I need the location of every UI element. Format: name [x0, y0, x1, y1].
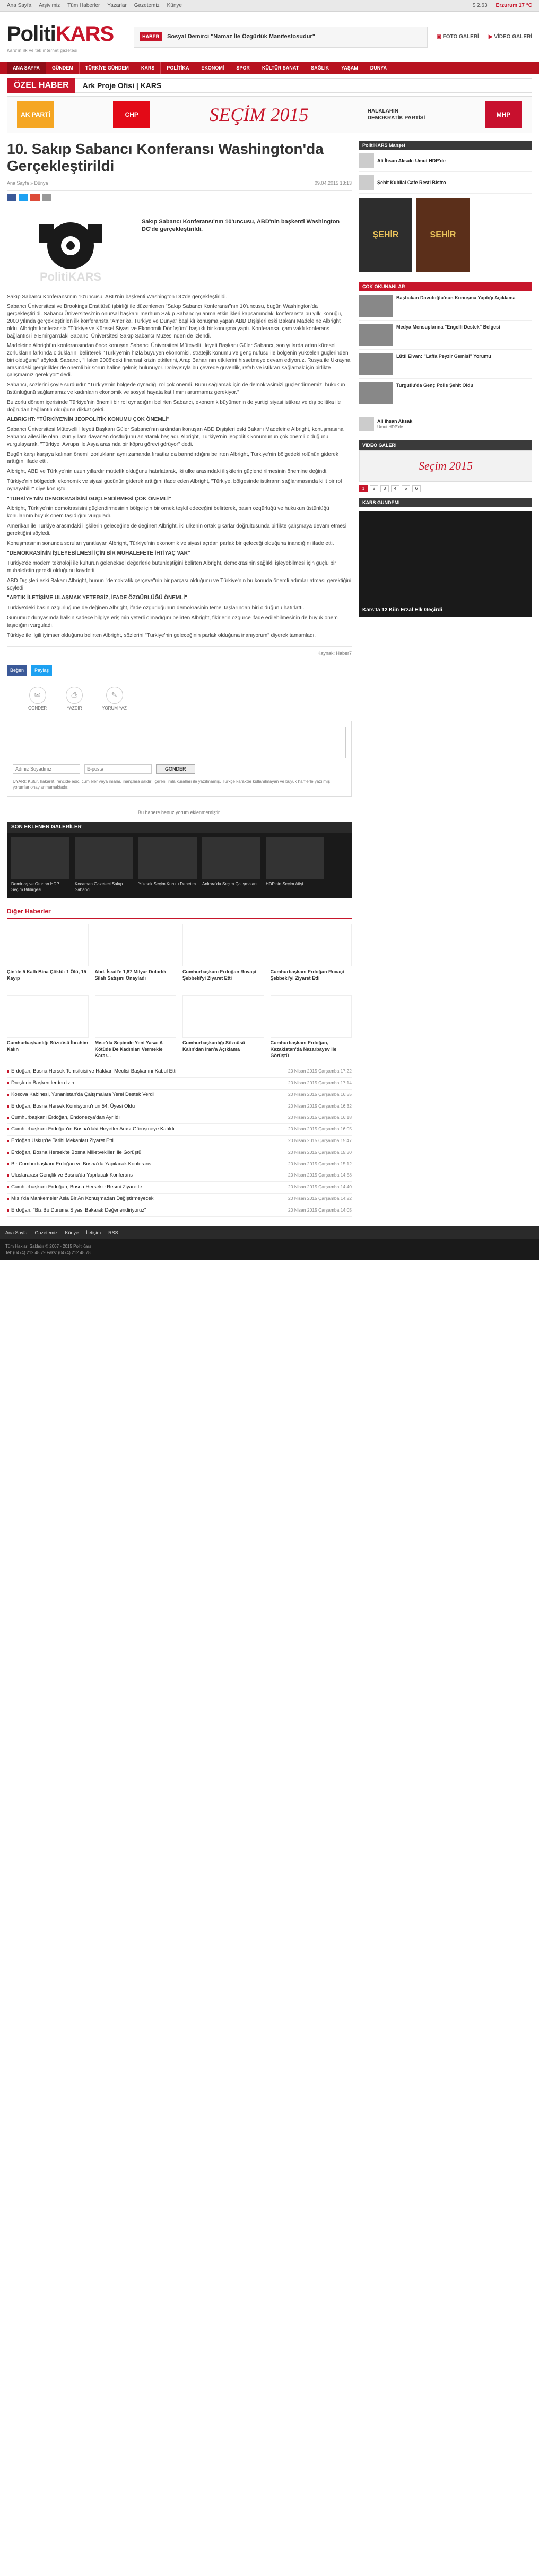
pager-button[interactable]: 1 [359, 485, 368, 492]
sidebar-author-name: Şehit Kubilai Cafe Resti Bistro [377, 179, 446, 185]
list-item[interactable] [7, 1136, 352, 1147]
news-card[interactable] [271, 995, 352, 1060]
video-gallery-link[interactable] [489, 33, 532, 41]
news-card-title: Cumhurbaşkanlığı Sözcüsü Kalın'dan İran'a Açıklama [182, 1040, 246, 1052]
article-body [7, 293, 352, 639]
nav-item[interactable]: SAĞLIK [305, 62, 335, 74]
print-label: YAZDIR [66, 705, 82, 711]
news-card-title: Cumhurbaşkanı Erdoğan Rovaçi Şebbeki'yi Ziyaret Etti [270, 969, 344, 981]
sidebar-author-name: Ali İhsan Aksak: Umut HDP'de [377, 158, 446, 163]
author-box[interactable] [359, 413, 532, 435]
news-card-title: Cumhurbaşkanı Erdoğan, Kazakistan'da Nazarbayev ile Görüştü [270, 1040, 337, 1059]
sidebar-author[interactable] [359, 150, 532, 172]
top-link[interactable]: Gazetemiz [134, 3, 160, 9]
logo-main: Politi [7, 22, 56, 46]
footer-link[interactable]: RSS [108, 1230, 118, 1235]
email-input[interactable] [84, 764, 152, 774]
most-read-thumb [359, 353, 393, 375]
footer-link[interactable]: İletişim [86, 1230, 101, 1235]
avatar [359, 175, 374, 190]
list-item[interactable] [7, 1078, 352, 1090]
article-paragraph: Türkiye'de modern teknoloji ile kültürün geleneksel değerlerle bütünleştiğini belirten Albright, demokrasinin sağlıklı işleyebilmesi için güçlü bir muhalefetin gerekli olduğunu kaydetti. [7, 560, 336, 574]
article-paragraph: Türkiye'nin bölgedeki ekonomik ve siyasi gücünün giderek arttığını ifade eden Albright, "Türkiye, bölgesinde istikrarın sağlanmasında kilit bir rol oynayabilir" diye konuştu. [7, 479, 342, 492]
article-paragraph: Sabancı, sözlerini şöyle sürdürdü: "Türkiye'nin bölgede oynadığı rol çok önemli. Bunu sağlamak için de demokrasimizi güçlendirmemiz, hukukun üstünlüğünü sağlamamız ve kadınların ekonomik ve sosyal hayata katılımını artırmamız gerekiyor." [7, 382, 345, 396]
hdp-logo-text: HALKLARIN DEMOKRATİK PARTİSİ [367, 108, 425, 121]
article-source-row [7, 646, 352, 656]
mhp-logo: MHP [485, 101, 522, 128]
news-card-image [271, 995, 352, 1038]
gallery-caption: Ankara'da Seçim Çalışmaları [202, 881, 257, 886]
source-name[interactable]: Haber7 [336, 651, 352, 656]
article-photo [7, 209, 134, 288]
article-paragraph: Albright, Türkiye'nin demokrasisini güçlendirmesinin bölge için bir örnek teşkil edeceğini belirterek, basın özgürlüğü ve hukukun üstünlüğü konularının büyük önem taşıdığını vurguladı. [7, 506, 329, 520]
logo-accent: KARS [55, 22, 114, 46]
nav-item[interactable]: YAŞAM [335, 62, 364, 74]
comment-tool[interactable] [102, 687, 127, 712]
list-item[interactable] [7, 1112, 352, 1124]
article-paragraph: Günümüz dünyasında halkın sadece bilgiye erişimin yeterli olmadığını belirten Albright, fikirlerin özgürce ifade edilebilmesinin de büyük önem taşıdığını vurguladı. [7, 615, 338, 628]
source-label: Kaynak: [317, 651, 335, 656]
most-read-thumb [359, 382, 393, 404]
photo-gallery-link[interactable] [436, 33, 479, 41]
comment-submit-button[interactable]: GÖNDER [156, 764, 195, 774]
list-item-title: Erdoğan, Bosna Hersek Komisyonu'nun 54. Üyesi Oldu [11, 1103, 135, 1109]
send-tool[interactable] [28, 687, 47, 712]
facebook-icon[interactable] [7, 194, 16, 201]
list-item-title: Uluslararası Gençlik ve Bosna'da Yapılacak Konferans [11, 1172, 133, 1179]
list-item[interactable] [7, 1147, 352, 1159]
share-button[interactable]: Paylaş [31, 665, 52, 675]
list-item-title: Kosova Kabinesi, Yunanistan'da Çalışmalara Yerel Destek Verdi [11, 1091, 154, 1097]
list-item-date: 20 Nisan 2015 Çarşamba 14:22 [288, 1196, 352, 1201]
svg-text:PolitiKARS: PolitiKARS [39, 270, 102, 283]
list-item-title: Cumhurbaşkanı Erdoğan'ın Bosna'daki Heyetler Arası Görüşmeye Katıldı [11, 1126, 175, 1133]
article [7, 141, 352, 1217]
sidebar-author[interactable] [359, 172, 532, 194]
news-card[interactable] [95, 995, 177, 1060]
book-cover-1[interactable]: ŞEHİR [359, 198, 412, 272]
list-item-title: Bir Cumhurbaşkanı Erdoğan ve Bosna'da Yapılacak Konferans [11, 1161, 151, 1167]
gallery-strip [7, 833, 352, 898]
list-item[interactable] [7, 1090, 352, 1101]
author-name: Ali İhsan Aksak [377, 418, 413, 424]
sidebar [359, 141, 532, 1217]
article-paragraph: Bugün karşı karşıya kalınan önemli zorlukların aynı zamanda fırsatlar da barındırdığını belirten Albright, Türkiye'nin bölgedeki rolünün giderek arttığını ifade etti. [7, 451, 338, 465]
gallery-thumb [266, 837, 324, 879]
nav-item[interactable]: ANA SAYFA [7, 62, 46, 74]
most-read-title: ÇOK OKUNANLAR [359, 282, 532, 291]
play-icon: ▶ [488, 33, 493, 40]
sidebar-authors-title: PolitiKARS Manşet [359, 141, 532, 150]
news-card-title: Cumhurbaşkanı Erdoğan Rovaçi Şebbeki'yi Ziyaret Etti [182, 969, 257, 981]
headline-text[interactable]: Sosyal Demirci "Namaz İle Özgürlük Manifestosudur" [167, 33, 315, 40]
article-paragraph: Bu zorlu dönem içerisinde Türkiye'nin önemli bir rol oynadığını belirten Sabancı, ekonomik büyümenin de yurtiçi siyasi istikrar ve dış politika ile doğrudan bağlantılı olduğuna dikkat çekti. [7, 399, 341, 413]
list-item-title: Dreşlerin Başkentlerden İzin [11, 1079, 74, 1086]
gallery-caption: Kocaman Gazeteci Sakıp Sabancı [75, 881, 123, 892]
video-gallery-title: VİDEO GALERİ [359, 440, 532, 450]
news-card-title: Abd, İsrail'e 1,87 Milyar Dolarlık Silah Satışını Onayladı [94, 969, 167, 981]
list-item-date: 20 Nisan 2015 Çarşamba 15:30 [288, 1149, 352, 1155]
other-news-grid [7, 924, 352, 1060]
election-banner[interactable] [7, 96, 532, 133]
list-item-date: 20 Nisan 2015 Çarşamba 17:14 [288, 1079, 352, 1085]
gallery-caption: Demirtaş ve Oturtan HDP Seçim Bildirgesi [11, 881, 59, 892]
avatar [359, 417, 374, 431]
list-item[interactable] [7, 1194, 352, 1205]
list-item-date: 20 Nisan 2015 Çarşamba 15:47 [288, 1137, 352, 1143]
article-paragraph: Amerikan ile Türkiye arasındaki ilişkilerin geleceğine de değinen Albright, iki ülkenin ortak çıkarlar doğrultusunda birlikte çalışmaya devam etmesi gerektiğini söyledi. [7, 523, 347, 537]
comment-textarea[interactable] [13, 727, 346, 758]
top-links [7, 2, 182, 10]
contact: Tel: (0474) 212 48 79 Faks: (0474) 212 48 78 [5, 1250, 91, 1255]
breaking-item[interactable]: Ark Proje Ofisi | KARS [82, 81, 162, 90]
name-input[interactable] [13, 764, 80, 774]
news-card[interactable] [7, 995, 89, 1060]
photo-gallery-label: FOTO GALERİ [442, 33, 479, 40]
nav-item[interactable]: DÜNYA [364, 62, 393, 74]
most-read-item[interactable] [359, 379, 532, 408]
top-link[interactable]: Tüm Haberler [67, 3, 100, 9]
news-card-title: Çin'de 5 Katlı Bina Çöktü: 1 Ölü, 15 Kayıp [7, 969, 86, 981]
top-link[interactable]: Yazarlar [107, 3, 127, 9]
article-lead: Sakıp Sabancı Konferansı'nın 10'uncusu, ABD'nin başkenti Washington DC'de gerçekleştirildi. [142, 218, 340, 233]
gallery-caption: HDP'nin Seçim Afişi [266, 881, 303, 886]
list-item[interactable] [7, 1159, 352, 1171]
list-item-date: 20 Nisan 2015 Çarşamba 16:05 [288, 1126, 352, 1132]
most-read-item[interactable] [359, 321, 532, 350]
news-card-image [182, 924, 264, 966]
article-paragraph: Sabancı Üniversitesi ve Brookings Enstitüsü işbirliği ile düzenlenen "Sakıp Sabancı Konferansı"nın 10'uncusu, bugün Washington'da gerçekleştirildi. Sabancı Üniversitesi'nin onursal başkanı merhum Sakıp Sabancı'yı anma etkinlikleri kapsamındaki konferansta bu yılki konuğu, 2000 yılında gerçekleştirilen ilk konferansta "Amerika, Türkiye ve Dünya" başlıklı konuşma yapan ABD Dışişleri eski Bakanı Madeleine Albright oldu. Albright konferansta "Türkiye ve Küresel Siyasi ve Ekonomik Dönüşüm" başlıklı bir konuşma yaptı. Konferansa, çam vakfı konferans bağlantısı ile Emirgan'daki Sabancı Üniversitesi Sakıp Sabancı Müzesi'nden de izlendi. [7, 304, 342, 339]
gallery-item[interactable] [75, 837, 133, 894]
main-nav [0, 62, 539, 74]
envelope-icon: ✉ [29, 687, 46, 704]
most-read-thumb [359, 295, 393, 317]
camera-icon: ▣ [436, 33, 441, 40]
news-card-image [271, 924, 352, 966]
footer [0, 1226, 539, 1260]
copyright: Tüm Hakları Saklıdır © 2007 - 2015 PolitiKars [5, 1243, 91, 1249]
list-item[interactable] [7, 1182, 352, 1194]
share-icons [7, 194, 352, 201]
pager-button[interactable]: 4 [391, 485, 399, 492]
pager-button[interactable]: 6 [412, 485, 421, 492]
gallery-item[interactable] [138, 837, 197, 894]
feature-caption: Kars'ta 12 Kiin Erzal Elk Geçirdi [362, 607, 442, 613]
list-item[interactable] [7, 1066, 352, 1078]
article-paragraph: Türkiye ile ilgili iyimser olduğunu belirten Albright, sözlerini "Türkiye'nin geleceğinin parlak olduğuna inanıyorum" diyerek tamamladı. [7, 632, 316, 638]
comment-label: YORUM YAZ [102, 705, 127, 711]
printer-icon: ⎙ [66, 687, 83, 704]
send-label: GÖNDER [28, 705, 47, 711]
top-link[interactable]: Künye [167, 3, 182, 9]
footer-link[interactable]: Künye [65, 1230, 79, 1235]
most-read-title: Medya Mensuplarına "Engelli Destek" Belgesi [396, 324, 500, 330]
gallery-caption: Yüksek Seçim Kurulu Denetim [138, 881, 196, 886]
gallery-item[interactable] [11, 837, 69, 894]
breaking-label: ÖZEL HABER [7, 78, 75, 93]
secim-video-thumb[interactable]: Seçim 2015 [359, 450, 532, 482]
nav-item[interactable]: POLİTİKA [161, 62, 195, 74]
headline-tag: HABER [140, 32, 162, 41]
news-card-title: Cumhurbaşkanlığı Sözcüsü İbrahim Kalın [7, 1040, 89, 1052]
most-read-item[interactable] [359, 291, 532, 321]
article-paragraph: "ARTIK İLETİŞİME ULAŞMAK YETERSİZ, İFADE ÖZGÜRLÜĞÜ ÖNEMLİ" [7, 595, 187, 601]
article-paragraph: Albright, ABD ve Türkiye'nin uzun yıllardır müttefik olduğunu hatırlatarak, iki ülke arasındaki ilişkilerin güçlendirilmesinin önemine değindi. [7, 469, 328, 475]
logo[interactable] [7, 20, 114, 54]
nav-item[interactable]: EKONOMİ [195, 62, 230, 74]
kars-agenda-title: KARS GÜNDEMİ [359, 498, 532, 507]
article-title: 10. Sakıp Sabancı Konferansı Washington'da Gerçekleştirildi [7, 141, 324, 175]
list-item-date: 20 Nisan 2015 Çarşamba 16:55 [288, 1091, 352, 1097]
pager-button[interactable]: 2 [370, 485, 378, 492]
comment-warning: UYARI: Küfür, hakaret, rencide edici cümleler veya imalar, inançlara saldırı içeren, imla kuralları ile yazılmamış, Türkçe karakter kullanılmayan ve büyük harflerle yazılmış yorumlar onaylanmamaktadır. [13, 779, 331, 790]
breaking-news-bar [7, 78, 532, 93]
gallery-item[interactable] [266, 837, 324, 894]
no-comment-text: Bu habere henüz yorum eklenmemiştir. [137, 809, 221, 815]
most-read-item[interactable] [359, 350, 532, 379]
politikars-watermark-icon [7, 209, 134, 288]
news-card[interactable] [271, 924, 352, 989]
video-gallery-label: VİDEO GALERİ [494, 33, 532, 40]
article-paragraph: Sakıp Sabancı Konferansı'nın 10'uncusu, ABD'nin başkenti Washington DC'de gerçekleştirildi. [7, 293, 228, 300]
print-icon[interactable] [42, 194, 51, 201]
gallery-title: SON EKLENEN GALERİLER [7, 822, 352, 833]
print-tool[interactable] [66, 687, 83, 712]
news-card[interactable] [182, 995, 264, 1060]
nav-item[interactable]: GÜNDEM [46, 62, 80, 74]
other-news-list [7, 1066, 352, 1217]
comment-icon: ✎ [106, 687, 123, 704]
list-item-date: 20 Nisan 2015 Çarşamba 16:18 [288, 1114, 352, 1120]
news-card-image [7, 924, 89, 966]
chp-logo: CHP [113, 101, 150, 128]
other-news-title: Diğer Haberler [7, 907, 352, 919]
akp-logo: AK PARTİ [17, 101, 54, 128]
list-item[interactable] [7, 1124, 352, 1136]
gallery-thumb [202, 837, 260, 879]
article-actions [7, 664, 352, 677]
list-item[interactable] [7, 1101, 352, 1113]
feature-image[interactable] [359, 511, 532, 617]
currency: $ 2.63 [472, 3, 488, 9]
gallery-thumb [11, 837, 69, 879]
most-read-thumb [359, 324, 393, 346]
weather: Erzurum 17 °C [495, 3, 532, 9]
news-card-image [7, 995, 89, 1038]
list-item-title: Erdoğan, Bosna Hersek Temsilcisi ve Hakkari Meclisi Başkanını Kabul Etti [11, 1068, 177, 1075]
article-paragraph: Sabancı Üniversitesi Mütevelli Heyeti Başkanı Güler Sabancı'nın ardından konuşan ABD Dışişleri eski Bakanı Madeleine Albright, konuşmasına Sabancı ailesi ile olan uzun yıllara dayanan dostluğunu anlatarak başladı. Albright, Türkiye'nin jeopolitik konumunun çok önemli olduğunu vurgulayarak, "Türkiye, Avrupa ile Asya arasında bir köprü görevi görüyor" dedi. [7, 427, 344, 447]
list-item-date: 20 Nisan 2015 Çarşamba 16:32 [288, 1103, 352, 1109]
list-item-title: Erdoğan, Bosna Hersek'te Bosna Milletvekilleri ile Görüştü [11, 1149, 142, 1155]
gallery-thumb [138, 837, 197, 879]
list-item-title: Erdoğan: "Biz Bu Duruma Siyasi Bakarak Değerlendiriyoruz" [11, 1207, 146, 1213]
list-item-title: Mısır'da Mahkemeler Asla Bir An Konuşmadan Değiştirmeyecek [11, 1196, 154, 1202]
top-link[interactable]: Ana Sayfa [7, 3, 32, 9]
article-paragraph: Türkiye'deki basın özgürlüğüne de değinen Albright, ifade özgürlüğünün demokrasinin temel taşlarından biri olduğunu hatırlattı. [7, 605, 305, 611]
most-read-title: Lütfi Elvan: "Laffa Peyzir Gemisi" Yorumu [396, 353, 491, 359]
list-item-title: Cumhurbaşkanı Erdoğan, Bosna Hersek'e Resmi Ziyarette [11, 1184, 142, 1190]
google-plus-icon[interactable] [30, 194, 40, 201]
news-card-title: Mısır'da Seçimde Yeni Yasa: A Kötüde De Kadınları Vermekle Karar... [94, 1040, 163, 1059]
video-pager [359, 485, 532, 492]
footer-link[interactable]: Gazetemiz [34, 1230, 58, 1235]
news-card-image [182, 995, 264, 1038]
header [0, 12, 539, 62]
article-paragraph: Madeleine Albright'ın konferansından önce konuşan Sabancı Üniversitesi Mütevelli Heyeti Başkanı Güler Sabancı, son yıllarda artan küresel zorlukların farkında olduklarını belirterek "Türkiye'nin hızla büyüyen ekonomisi, stratejik konumu ve genç nüfusu ile bölgenin yükselen güçlerinden biri olduğunu" söyledi. Sabancı, "Halen 2008'deki finansal krizin etkilerini, Arap Baharı'nın etkilerini hissetmeye devam ediyoruz. Rusya ile Ukrayna arasındaki gerginlikler de önemli bir sorun haline gelmiş bulunuyor. Dolayısıyla bu çevrede güvenlik, refah ve istikrarı sağlamak için birlikte çalışmamız gerekiyor" dedi. [7, 343, 351, 378]
article-paragraph: Konuşmasının sonunda soruları yanıtlayan Albright, Türkiye'nin ekonomik ve siyasi açıdan parlak bir geleceği olduğuna inandığını ifade etti. [7, 540, 334, 547]
article-paragraph: "TÜRKİYE'NİN DEMOKRASİSİNİ GÜÇLENDİRMESİ ÇOK ÖNEMLİ" [7, 496, 171, 502]
avatar [359, 153, 374, 168]
author-sub: Umut HDP'de [377, 424, 403, 429]
book-cover-2[interactable]: SEHİR [416, 198, 470, 272]
article-tools [7, 687, 352, 712]
nav-item[interactable]: KÜLTÜR SANAT [256, 62, 305, 74]
list-item-title: Cumhurbaşkanı Erdoğan, Endonezya'dan Ayrıldı [11, 1114, 120, 1121]
list-item-date: 20 Nisan 2015 Çarşamba 17:22 [288, 1068, 352, 1074]
list-item-title: Erdoğan Üsküp'te Tarihi Mekanları Ziyaret Etti [11, 1137, 114, 1144]
pager-button[interactable]: 5 [402, 485, 410, 492]
top-link[interactable]: Arşivimiz [39, 3, 60, 9]
logo-tagline: Kars'ın ilk ve tek internet gazetesi [7, 48, 78, 54]
nav-item[interactable]: SPOR [230, 62, 256, 74]
news-card[interactable] [7, 924, 89, 989]
list-item-date: 20 Nisan 2015 Çarşamba 14:05 [288, 1207, 352, 1213]
gallery-item[interactable] [202, 837, 260, 894]
list-item[interactable] [7, 1170, 352, 1182]
nav-item[interactable]: TÜRKİYE GÜNDEM [80, 62, 135, 74]
list-item-date: 20 Nisan 2015 Çarşamba 15:12 [288, 1161, 352, 1166]
article-meta [7, 180, 352, 190]
twitter-icon[interactable] [19, 194, 28, 201]
list-item[interactable] [7, 1205, 352, 1217]
most-read-title: Turgutlu'da Genç Polis Şehit Oldu [396, 383, 473, 388]
pager-button[interactable]: 3 [380, 485, 389, 492]
like-button[interactable]: Beğen [7, 665, 27, 675]
most-read-title: Başbakan Davutoğlu'nun Konuşma Yaptığı Açıklama [396, 295, 516, 300]
article-date: 09.04.2015 13:13 [314, 180, 352, 186]
article-paragraph: "DEMOKRASİNİN İŞLEYEBİLMESİ İÇİN BİR MUHALEFETE İHTİYAÇ VAR" [7, 550, 190, 557]
gallery-thumb [75, 837, 133, 879]
nav-item[interactable]: KARS [135, 62, 161, 74]
news-card[interactable] [95, 924, 177, 989]
article-paragraph: ABD Dışişleri eski Bakanı Albright, bunun "demokratik çerçeve"nin bir parçası olduğunu ve Türkiye'nin bu konuda önemli adımlar atması gerektiğini söyledi. [7, 577, 352, 591]
news-card-image [95, 995, 177, 1038]
news-card[interactable] [182, 924, 264, 989]
list-item-date: 20 Nisan 2015 Çarşamba 14:40 [288, 1184, 352, 1190]
list-item-date: 20 Nisan 2015 Çarşamba 14:58 [288, 1172, 352, 1178]
news-card-image [95, 924, 177, 966]
article-paragraph: ALBRIGHT: "TÜRKİYE'NİN JEOPOLİTİK KONUMU ÇOK ÖNEMLİ" [7, 417, 170, 423]
comment-form [7, 721, 352, 796]
top-bar [0, 0, 539, 12]
footer-link[interactable]: Ana Sayfa [5, 1230, 28, 1235]
secim-title: SEÇİM 2015 [209, 103, 309, 125]
headline-ticker[interactable] [134, 27, 428, 48]
breadcrumb[interactable]: Ana Sayfa » Dünya [7, 180, 48, 186]
